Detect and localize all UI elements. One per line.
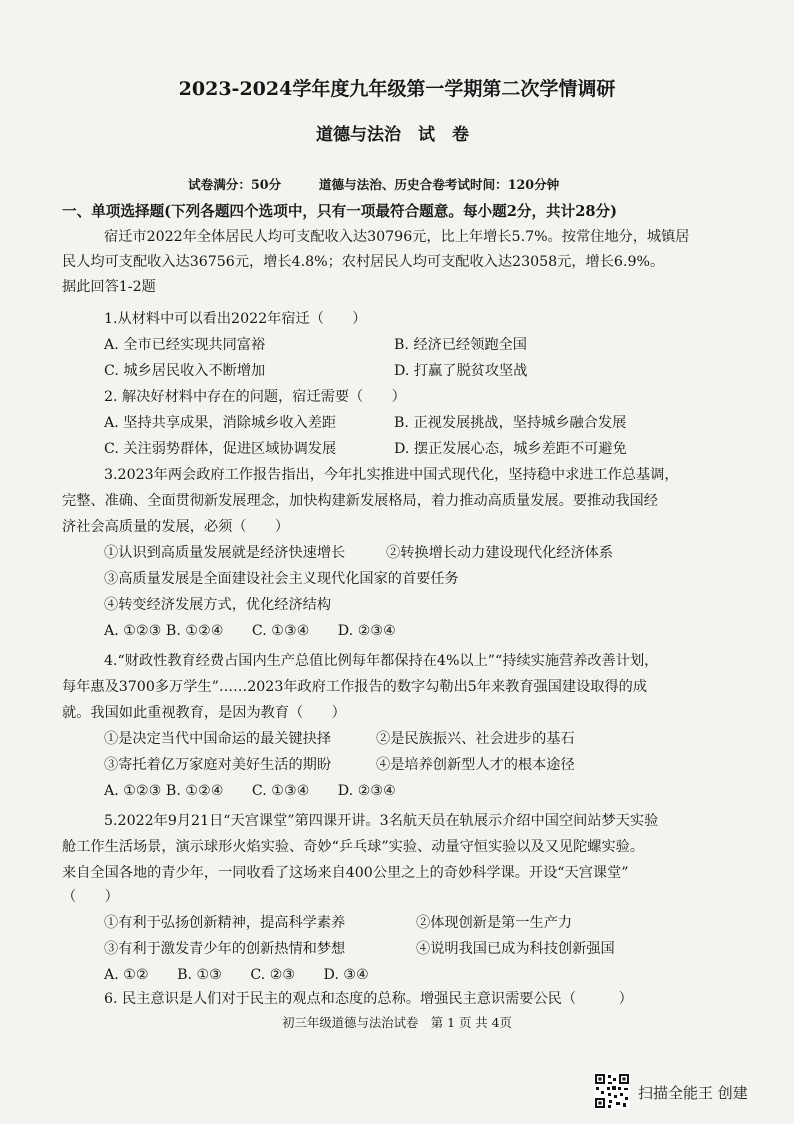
question-2-option-d: D. 摆正发展心态，城乡差距不可避免 (394, 441, 627, 457)
material-line-1: 宿迁市2022年全体居民人均可支配收入达30796元，比上年增长5.7%。按常住地分，城镇居 (104, 229, 690, 245)
question-4-stem-line-1: 4.“财政性教育经费占国内生产总值比例每年都保持在4%以上”“持续实施营养改善计划， (104, 653, 659, 669)
question-5-stem-line-3: 来自全国各地的青少年，一同收看了这场来自400公里之上的奇妙科学课。开设“天宫课堂” (62, 865, 629, 881)
scanner-watermark: 扫描全能王 创建 (638, 1084, 748, 1102)
question-3-stem-line-3: 济社会高质量的发展，必须（ ） (62, 519, 290, 535)
question-4-statement-4: ④是培养创新型人才的根本途径 (376, 757, 575, 773)
question-2-option-b: B. 正视发展挑战，坚持城乡融合发展 (394, 415, 627, 431)
question-3-choices: A. ①②③ B. ①②④ C. ①③④ D. ②③④ (104, 623, 396, 639)
question-1-option-a: A. 全市已经实现共同富裕 (104, 337, 266, 353)
question-5-statement-3: ③有利于激发青少年的创新热情和梦想 (104, 941, 346, 957)
question-4-choices: A. ①②③ B. ①②④ C. ①③④ D. ②③④ (104, 783, 396, 799)
question-4-statement-1: ①是决定当代中国命运的最关键抉择 (104, 731, 332, 747)
exam-info: 试卷满分：50分 道德与法治、历史合卷考试时间：120分钟 (188, 177, 560, 192)
material-line-2: 民人均可支配收入达36756元，增长4.8%；农村居民人均可支配收入达23058元，增长6.9%。 (62, 254, 665, 270)
question-3-stem-line-1: 3.2023年两会政府工作报告指出，今年扎实推进中国式现代化，坚持稳中求进工作总基调， (104, 467, 679, 483)
question-3-statement-3: ③高质量发展是全面建设社会主义现代化国家的首要任务 (104, 571, 459, 587)
question-2-option-a: A. 坚持共享成果，消除城乡收入差距 (104, 415, 337, 431)
subject-title: 道德与法治 试 卷 (316, 125, 469, 145)
exam-title: 2023-2024学年度九年级第一学期第二次学情调研 (178, 78, 616, 100)
question-3-statement-1: ①认识到高质量发展就是经济快速增长 (104, 545, 346, 561)
question-2-stem: 2. 解决好材料中存在的问题，宿迁需要（ ） (104, 389, 406, 405)
question-3-stem-line-2: 完整、准确、全面贯彻新发展理念，加快构建新发展格局，着力推动高质量发展。要推动我国经 (62, 493, 658, 509)
question-4-stem-line-3: 就。我国如此重视教育，是因为教育（ ） (62, 705, 346, 721)
section-heading: 一、单项选择题(下列各题四个选项中，只有一项最符合题意。每小题2分，共计28分) (62, 203, 618, 220)
question-1-option-c: C. 城乡居民收入不断增加 (104, 363, 266, 379)
question-4-statement-2: ②是民族振兴、社会进步的基石 (376, 731, 575, 747)
question-5-stem-line-1: 5.2022年9月21日“天宫课堂”第四课开讲。3名航天员在轨展示介绍中国空间站梦天实验 (104, 813, 659, 829)
question-4-statement-3: ③寄托着亿万家庭对美好生活的期盼 (104, 757, 332, 773)
question-1-option-d: D. 打赢了脱贫攻坚战 (394, 363, 528, 379)
question-4-stem-line-2: 每年惠及3700多万学生”……2023年政府工作报告的数字勾勒出5年来教育强国建设取得的成 (62, 679, 648, 695)
page-footer: 初三年级道德与法治试卷 第 1 页 共 4页 (282, 1015, 512, 1030)
qr-code-icon (594, 1073, 630, 1109)
question-3-statement-4: ④转变经济发展方式，优化经济结构 (104, 597, 332, 613)
question-3-statement-2: ②转换增长动力建设现代化经济体系 (386, 545, 614, 561)
question-5-stem-line-4: （ ） (62, 889, 119, 905)
question-5-statement-2: ②体现创新是第一生产力 (416, 915, 573, 931)
material-line-3: 据此回答1-2题 (62, 279, 156, 295)
question-5-statement-4: ④说明我国已成为科技创新强国 (416, 941, 615, 957)
question-1-stem: 1.从材料中可以看出2022年宿迁（ ） (104, 311, 367, 327)
question-5-choices: A. ①② B. ①③ C. ②③ D. ③④ (104, 967, 369, 983)
question-2-option-c: C. 关注弱势群体，促进区域协调发展 (104, 441, 337, 457)
question-6-stem: 6. 民主意识是人们对于民主的观点和态度的总称。增强民主意识需要公民（ ） (104, 991, 633, 1007)
question-5-stem-line-2: 舱工作生活场景，演示球形火焰实验、奇妙“乒乓球”实验、动量守恒实验以及又见陀螺实验。 (62, 839, 645, 855)
question-1-option-b: B. 经济已经领跑全国 (394, 337, 527, 353)
question-5-statement-1: ①有利于弘扬创新精神，提高科学素养 (104, 915, 346, 931)
